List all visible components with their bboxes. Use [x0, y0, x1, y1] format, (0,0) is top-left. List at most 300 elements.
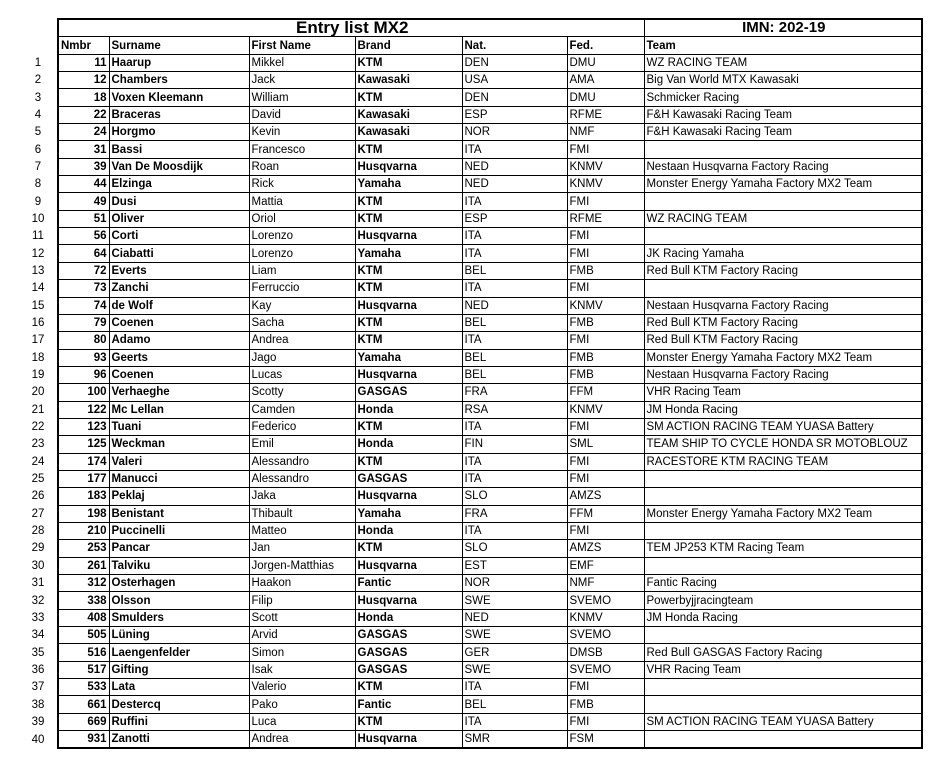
- team-cell: Monster Energy Yamaha Factory MX2 Team: [644, 176, 922, 193]
- first-name-cell: Thibault: [249, 505, 355, 522]
- rider-number-cell: 312: [58, 575, 109, 592]
- federation-cell: KNMV: [567, 609, 644, 626]
- rider-number-cell: 18: [58, 89, 109, 106]
- brand-cell: KTM: [355, 141, 462, 158]
- rider-number-cell: 11: [58, 54, 109, 71]
- row-index-cell: 20: [31, 386, 45, 399]
- team-cell: Red Bull KTM Factory Racing: [644, 314, 922, 331]
- nationality-cell: DEN: [462, 89, 567, 106]
- surname-cell: Weckman: [109, 436, 249, 453]
- first-name-cell: Alessandro: [249, 470, 355, 487]
- rider-number-cell: 72: [58, 262, 109, 279]
- row-index-cell: 13: [31, 264, 45, 277]
- table-row: [19, 124, 922, 141]
- federation-cell: AMZS: [567, 540, 644, 557]
- team-cell: [644, 280, 922, 297]
- surname-cell: Geerts: [109, 349, 249, 366]
- brand-cell: Husqvarna: [355, 731, 462, 749]
- table-row: [19, 470, 922, 487]
- first-name-cell: Simon: [249, 644, 355, 661]
- brand-cell: KTM: [355, 713, 462, 730]
- rider-number-cell: 261: [58, 557, 109, 574]
- first-name-cell: Alessandro: [249, 453, 355, 470]
- table-row: [19, 72, 922, 89]
- row-index-cell: 14: [31, 282, 45, 295]
- row-index-cell: 10: [31, 212, 45, 225]
- team-cell: [644, 228, 922, 245]
- rider-number-cell: 122: [58, 401, 109, 418]
- first-name-cell: Mikkel: [249, 54, 355, 71]
- nationality-cell: BEL: [462, 262, 567, 279]
- surname-cell: Valeri: [109, 453, 249, 470]
- surname-cell: Pancar: [109, 540, 249, 557]
- rider-number-cell: 198: [58, 505, 109, 522]
- federation-cell: FMB: [567, 314, 644, 331]
- header-blank: [19, 37, 58, 54]
- rider-number-cell: 31: [58, 141, 109, 158]
- row-index-cell: 24: [31, 455, 45, 468]
- rider-number-cell: 56: [58, 228, 109, 245]
- row-index-cell: 23: [31, 438, 45, 451]
- team-cell: JK Racing Yamaha: [644, 245, 922, 262]
- first-name-cell: Isak: [249, 661, 355, 678]
- federation-cell: NMF: [567, 575, 644, 592]
- team-cell: VHR Racing Team: [644, 384, 922, 401]
- federation-cell: RFME: [567, 210, 644, 227]
- first-name-cell: Roan: [249, 158, 355, 175]
- first-name-cell: Mattia: [249, 193, 355, 210]
- table-row: [19, 522, 922, 539]
- rider-number-cell: 64: [58, 245, 109, 262]
- row-index-cell: 1: [34, 56, 42, 69]
- rider-number-cell: 39: [58, 158, 109, 175]
- row-index-cell: 9: [34, 195, 42, 208]
- table-row: [19, 245, 922, 262]
- brand-cell: Honda: [355, 609, 462, 626]
- nationality-cell: EST: [462, 557, 567, 574]
- federation-cell: FMB: [567, 366, 644, 383]
- brand-cell: KTM: [355, 332, 462, 349]
- team-cell: SM ACTION RACING TEAM YUASA Battery: [644, 418, 922, 435]
- row-index-cell: 28: [31, 525, 45, 538]
- team-cell: WZ RACING TEAM: [644, 54, 922, 71]
- row-index-cell: 36: [31, 663, 45, 676]
- surname-cell: Ruffini: [109, 713, 249, 730]
- nationality-cell: NED: [462, 609, 567, 626]
- federation-cell: KNMV: [567, 176, 644, 193]
- surname-cell: Laengenfelder: [109, 644, 249, 661]
- nationality-cell: SLO: [462, 540, 567, 557]
- brand-cell: GASGAS: [355, 661, 462, 678]
- table-row: [19, 436, 922, 453]
- header-brand: Brand: [355, 37, 462, 54]
- federation-cell: SVEMO: [567, 592, 644, 609]
- rider-number-cell: 408: [58, 609, 109, 626]
- team-cell: Red Bull KTM Factory Racing: [644, 262, 922, 279]
- federation-cell: FMI: [567, 470, 644, 487]
- brand-cell: Husqvarna: [355, 592, 462, 609]
- first-name-cell: Matteo: [249, 522, 355, 539]
- surname-cell: Van De Moosdijk: [109, 158, 249, 175]
- header-row: [19, 37, 922, 54]
- federation-cell: FMI: [567, 713, 644, 730]
- team-cell: F&H Kawasaki Racing Team: [644, 106, 922, 123]
- nationality-cell: ITA: [462, 453, 567, 470]
- rider-number-cell: 49: [58, 193, 109, 210]
- team-cell: Fantic Racing: [644, 575, 922, 592]
- row-index-cell: 8: [34, 178, 42, 191]
- brand-cell: Kawasaki: [355, 124, 462, 141]
- brand-cell: Kawasaki: [355, 106, 462, 123]
- surname-cell: Destercq: [109, 696, 249, 713]
- table-row: [19, 349, 922, 366]
- first-name-cell: Kevin: [249, 124, 355, 141]
- header-first-name: First Name: [249, 37, 355, 54]
- table-row: [19, 89, 922, 106]
- team-cell: [644, 696, 922, 713]
- federation-cell: AMZS: [567, 488, 644, 505]
- table-row: [19, 228, 922, 245]
- table-row: [19, 453, 922, 470]
- first-name-cell: Rick: [249, 176, 355, 193]
- row-index-cell: 38: [31, 698, 45, 711]
- team-cell: [644, 141, 922, 158]
- team-cell: Nestaan Husqvarna Factory Racing: [644, 158, 922, 175]
- rider-number-cell: 79: [58, 314, 109, 331]
- rider-number-cell: 505: [58, 627, 109, 644]
- brand-cell: GASGAS: [355, 627, 462, 644]
- nationality-cell: NED: [462, 158, 567, 175]
- brand-cell: Husqvarna: [355, 297, 462, 314]
- row-index-cell: 2: [34, 74, 42, 87]
- first-name-cell: Lorenzo: [249, 245, 355, 262]
- federation-cell: FMI: [567, 453, 644, 470]
- rider-number-cell: 177: [58, 470, 109, 487]
- surname-cell: Lata: [109, 679, 249, 696]
- row-index-cell: 31: [31, 577, 45, 590]
- surname-cell: Zanchi: [109, 280, 249, 297]
- surname-cell: Tuani: [109, 418, 249, 435]
- team-cell: [644, 557, 922, 574]
- nationality-cell: ESP: [462, 106, 567, 123]
- federation-cell: KNMV: [567, 297, 644, 314]
- team-cell: Monster Energy Yamaha Factory MX2 Team: [644, 349, 922, 366]
- rider-number-cell: 93: [58, 349, 109, 366]
- rider-number-cell: 253: [58, 540, 109, 557]
- table-row: [19, 505, 922, 522]
- federation-cell: DMU: [567, 89, 644, 106]
- team-cell: SM ACTION RACING TEAM YUASA Battery: [644, 713, 922, 730]
- first-name-cell: Valerio: [249, 679, 355, 696]
- first-name-cell: Lorenzo: [249, 228, 355, 245]
- federation-cell: SVEMO: [567, 627, 644, 644]
- row-index-cell: 21: [31, 403, 45, 416]
- row-index-cell: 19: [31, 369, 45, 382]
- table-row: [19, 141, 922, 158]
- brand-cell: GASGAS: [355, 384, 462, 401]
- nationality-cell: NED: [462, 176, 567, 193]
- nationality-cell: BEL: [462, 314, 567, 331]
- row-index-cell: 39: [31, 715, 45, 728]
- first-name-cell: Camden: [249, 401, 355, 418]
- first-name-cell: Arvid: [249, 627, 355, 644]
- header-number: Nmbr: [58, 37, 109, 54]
- rider-number-cell: 125: [58, 436, 109, 453]
- first-name-cell: Andrea: [249, 731, 355, 749]
- team-cell: VHR Racing Team: [644, 661, 922, 678]
- nationality-cell: SWE: [462, 661, 567, 678]
- team-cell: Red Bull GASGAS Factory Racing: [644, 644, 922, 661]
- table-row: [19, 401, 922, 418]
- table-row: [19, 297, 922, 314]
- table-row: [19, 176, 922, 193]
- first-name-cell: Jaka: [249, 488, 355, 505]
- table-row: [19, 609, 922, 626]
- surname-cell: Talviku: [109, 557, 249, 574]
- nationality-cell: ITA: [462, 141, 567, 158]
- team-cell: Nestaan Husqvarna Factory Racing: [644, 366, 922, 383]
- federation-cell: FMI: [567, 679, 644, 696]
- brand-cell: KTM: [355, 280, 462, 297]
- row-index-cell: 33: [31, 611, 45, 624]
- header-fed: Fed.: [567, 37, 644, 54]
- header-team: Team: [644, 37, 922, 54]
- rider-number-cell: 22: [58, 106, 109, 123]
- nationality-cell: NOR: [462, 575, 567, 592]
- federation-cell: SVEMO: [567, 661, 644, 678]
- brand-cell: KTM: [355, 314, 462, 331]
- first-name-cell: Emil: [249, 436, 355, 453]
- row-index-cell: 17: [31, 334, 45, 347]
- brand-cell: Husqvarna: [355, 557, 462, 574]
- first-name-cell: Liam: [249, 262, 355, 279]
- nationality-cell: ITA: [462, 332, 567, 349]
- rider-number-cell: 12: [58, 72, 109, 89]
- row-index-cell: 16: [31, 317, 45, 330]
- team-cell: [644, 522, 922, 539]
- brand-cell: KTM: [355, 262, 462, 279]
- team-cell: TEAM SHIP TO CYCLE HONDA SR MOTOBLOUZ: [644, 436, 922, 453]
- nationality-cell: ITA: [462, 418, 567, 435]
- federation-cell: AMA: [567, 72, 644, 89]
- table-row: [19, 210, 922, 227]
- table-row: [19, 592, 922, 609]
- nationality-cell: ITA: [462, 679, 567, 696]
- surname-cell: Peklaj: [109, 488, 249, 505]
- brand-cell: Yamaha: [355, 349, 462, 366]
- corner-cell: [19, 19, 58, 37]
- nationality-cell: ITA: [462, 193, 567, 210]
- rider-number-cell: 183: [58, 488, 109, 505]
- table-row: [19, 575, 922, 592]
- federation-cell: FMI: [567, 280, 644, 297]
- surname-cell: Manucci: [109, 470, 249, 487]
- surname-cell: Adamo: [109, 332, 249, 349]
- first-name-cell: Lucas: [249, 366, 355, 383]
- table-row: [19, 332, 922, 349]
- nationality-cell: USA: [462, 72, 567, 89]
- federation-cell: FMI: [567, 522, 644, 539]
- nationality-cell: SWE: [462, 627, 567, 644]
- surname-cell: Bassi: [109, 141, 249, 158]
- nationality-cell: BEL: [462, 366, 567, 383]
- table-row: [19, 106, 922, 123]
- federation-cell: FMI: [567, 245, 644, 262]
- nationality-cell: NED: [462, 297, 567, 314]
- nationality-cell: NOR: [462, 124, 567, 141]
- team-cell: [644, 488, 922, 505]
- federation-cell: NMF: [567, 124, 644, 141]
- surname-cell: Everts: [109, 262, 249, 279]
- surname-cell: Coenen: [109, 314, 249, 331]
- row-index-cell: 35: [31, 646, 45, 659]
- first-name-cell: Scott: [249, 609, 355, 626]
- brand-cell: Yamaha: [355, 505, 462, 522]
- team-cell: RACESTORE KTM RACING TEAM: [644, 453, 922, 470]
- table-row: [19, 193, 922, 210]
- team-cell: F&H Kawasaki Racing Team: [644, 124, 922, 141]
- federation-cell: FMI: [567, 141, 644, 158]
- row-index-cell: 37: [31, 681, 45, 694]
- brand-cell: GASGAS: [355, 470, 462, 487]
- federation-cell: FMI: [567, 332, 644, 349]
- table-row: [19, 384, 922, 401]
- team-cell: [644, 731, 922, 749]
- nationality-cell: DEN: [462, 54, 567, 71]
- rider-number-cell: 517: [58, 661, 109, 678]
- first-name-cell: Scotty: [249, 384, 355, 401]
- brand-cell: KTM: [355, 418, 462, 435]
- first-name-cell: William: [249, 89, 355, 106]
- brand-cell: KTM: [355, 54, 462, 71]
- brand-cell: GASGAS: [355, 644, 462, 661]
- first-name-cell: Sacha: [249, 314, 355, 331]
- table-row: [19, 488, 922, 505]
- surname-cell: Dusi: [109, 193, 249, 210]
- brand-cell: Fantic: [355, 696, 462, 713]
- table-row: [19, 661, 922, 678]
- surname-cell: Lüning: [109, 627, 249, 644]
- brand-cell: Honda: [355, 522, 462, 539]
- brand-cell: Honda: [355, 436, 462, 453]
- first-name-cell: Haakon: [249, 575, 355, 592]
- nationality-cell: BEL: [462, 349, 567, 366]
- first-name-cell: Jago: [249, 349, 355, 366]
- row-index-cell: 26: [31, 490, 45, 503]
- row-index-cell: 34: [31, 629, 45, 642]
- table-row: [19, 627, 922, 644]
- federation-cell: RFME: [567, 106, 644, 123]
- brand-cell: Husqvarna: [355, 228, 462, 245]
- brand-cell: Husqvarna: [355, 158, 462, 175]
- rider-number-cell: 174: [58, 453, 109, 470]
- nationality-cell: FIN: [462, 436, 567, 453]
- nationality-cell: ITA: [462, 713, 567, 730]
- first-name-cell: Jack: [249, 72, 355, 89]
- table-row: [19, 54, 922, 71]
- federation-cell: KNMV: [567, 158, 644, 175]
- nationality-cell: ITA: [462, 280, 567, 297]
- rider-number-cell: 338: [58, 592, 109, 609]
- team-cell: Powerbyjjracingteam: [644, 592, 922, 609]
- first-name-cell: Andrea: [249, 332, 355, 349]
- row-index-cell: 27: [31, 507, 45, 520]
- nationality-cell: SMR: [462, 731, 567, 749]
- federation-cell: FMB: [567, 349, 644, 366]
- brand-cell: KTM: [355, 540, 462, 557]
- table-row: [19, 696, 922, 713]
- brand-cell: Honda: [355, 401, 462, 418]
- nationality-cell: SLO: [462, 488, 567, 505]
- row-index-cell: 15: [31, 299, 45, 312]
- surname-cell: Puccinelli: [109, 522, 249, 539]
- table-row: [19, 644, 922, 661]
- federation-cell: FFM: [567, 505, 644, 522]
- brand-cell: KTM: [355, 453, 462, 470]
- table-row: [19, 262, 922, 279]
- header-nat: Nat.: [462, 37, 567, 54]
- federation-cell: FSM: [567, 731, 644, 749]
- row-index-cell: 11: [32, 230, 44, 243]
- header-surname: Surname: [109, 37, 249, 54]
- surname-cell: Smulders: [109, 609, 249, 626]
- federation-cell: DMSB: [567, 644, 644, 661]
- team-cell: Big Van World MTX Kawasaki: [644, 72, 922, 89]
- row-index-cell: 4: [34, 108, 42, 121]
- team-cell: Monster Energy Yamaha Factory MX2 Team: [644, 505, 922, 522]
- team-cell: JM Honda Racing: [644, 609, 922, 626]
- first-name-cell: Ferruccio: [249, 280, 355, 297]
- first-name-cell: Oriol: [249, 210, 355, 227]
- team-cell: [644, 679, 922, 696]
- federation-cell: KNMV: [567, 401, 644, 418]
- first-name-cell: Jorgen-Matthias: [249, 557, 355, 574]
- surname-cell: Gifting: [109, 661, 249, 678]
- federation-cell: SML: [567, 436, 644, 453]
- rider-number-cell: 669: [58, 713, 109, 730]
- nationality-cell: RSA: [462, 401, 567, 418]
- surname-cell: Ciabatti: [109, 245, 249, 262]
- brand-cell: KTM: [355, 679, 462, 696]
- nationality-cell: ITA: [462, 228, 567, 245]
- brand-cell: KTM: [355, 193, 462, 210]
- brand-cell: KTM: [355, 89, 462, 106]
- team-cell: JM Honda Racing: [644, 401, 922, 418]
- table-row: [19, 557, 922, 574]
- rider-number-cell: 44: [58, 176, 109, 193]
- brand-cell: KTM: [355, 210, 462, 227]
- surname-cell: Corti: [109, 228, 249, 245]
- row-index-cell: 3: [34, 91, 42, 104]
- first-name-cell: Filip: [249, 592, 355, 609]
- first-name-cell: Pako: [249, 696, 355, 713]
- surname-cell: Oliver: [109, 210, 249, 227]
- first-name-cell: Luca: [249, 713, 355, 730]
- team-cell: [644, 193, 922, 210]
- table-row: [19, 366, 922, 383]
- rider-number-cell: 210: [58, 522, 109, 539]
- federation-cell: FFM: [567, 384, 644, 401]
- row-index-cell: 32: [31, 594, 45, 607]
- title-row: [19, 19, 922, 37]
- team-cell: TEM JP253 KTM Racing Team: [644, 540, 922, 557]
- row-index-cell: 6: [34, 143, 42, 156]
- rider-number-cell: 80: [58, 332, 109, 349]
- federation-cell: FMI: [567, 418, 644, 435]
- rider-number-cell: 533: [58, 679, 109, 696]
- rider-number-cell: 100: [58, 384, 109, 401]
- rider-number-cell: 96: [58, 366, 109, 383]
